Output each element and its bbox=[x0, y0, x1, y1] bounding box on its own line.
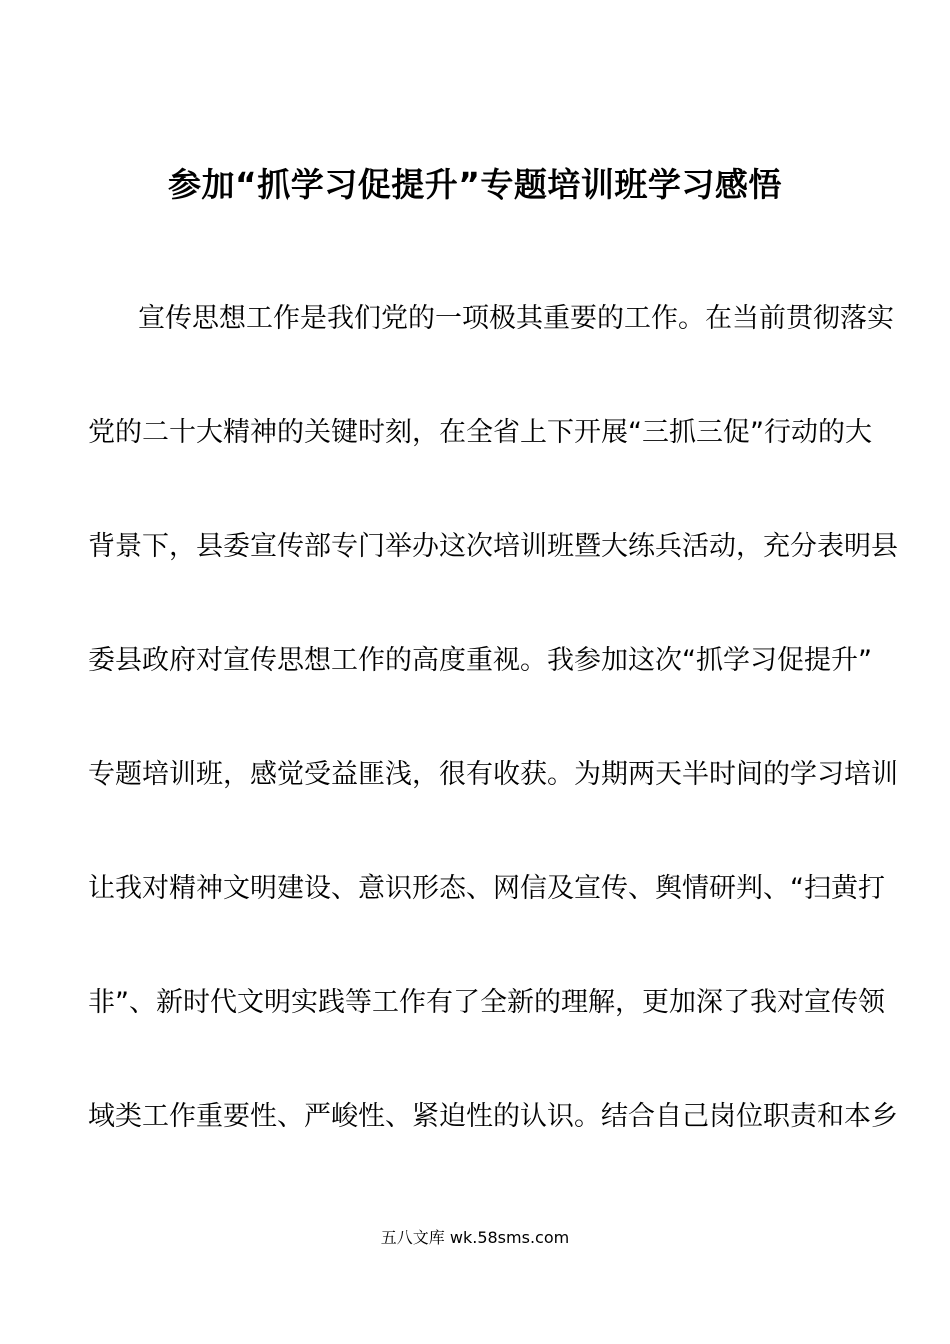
page-footer-watermark: 五八文库 wk.58sms.com bbox=[380, 1228, 570, 1247]
paragraph-line: 专题培训班，感觉受益匪浅，很有收获。为期两天半时间的学习培训 bbox=[88, 759, 898, 790]
paragraph-line: 域类工作重要性、严峻性、紧迫性的认识。结合自己岗位职责和本乡 bbox=[88, 1101, 898, 1132]
paragraph-line: 让我对精神文明建设、意识形态、网信及宣传、舆情研判、“扫黄打 bbox=[88, 873, 885, 904]
paragraph-line: 委县政府对宣传思想工作的高度重视。我参加这次“抓学习促提升” bbox=[88, 645, 872, 676]
paragraph-line: 党的二十大精神的关键时刻，在全省上下开展“三抓三促”行动的大 bbox=[88, 417, 872, 448]
document-title: 参加“抓学习促提升”专题培训班学习感悟 bbox=[168, 165, 782, 204]
paragraph-line: 非”、新时代文明实践等工作有了全新的理解，更加深了我对宣传领 bbox=[88, 987, 885, 1018]
paragraph-line: 背景下，县委宣传部专门举办这次培训班暨大练兵活动，充分表明县 bbox=[88, 531, 898, 562]
paragraph-line: 宣传思想工作是我们党的一项极其重要的工作。在当前贯彻落实 bbox=[138, 303, 894, 334]
